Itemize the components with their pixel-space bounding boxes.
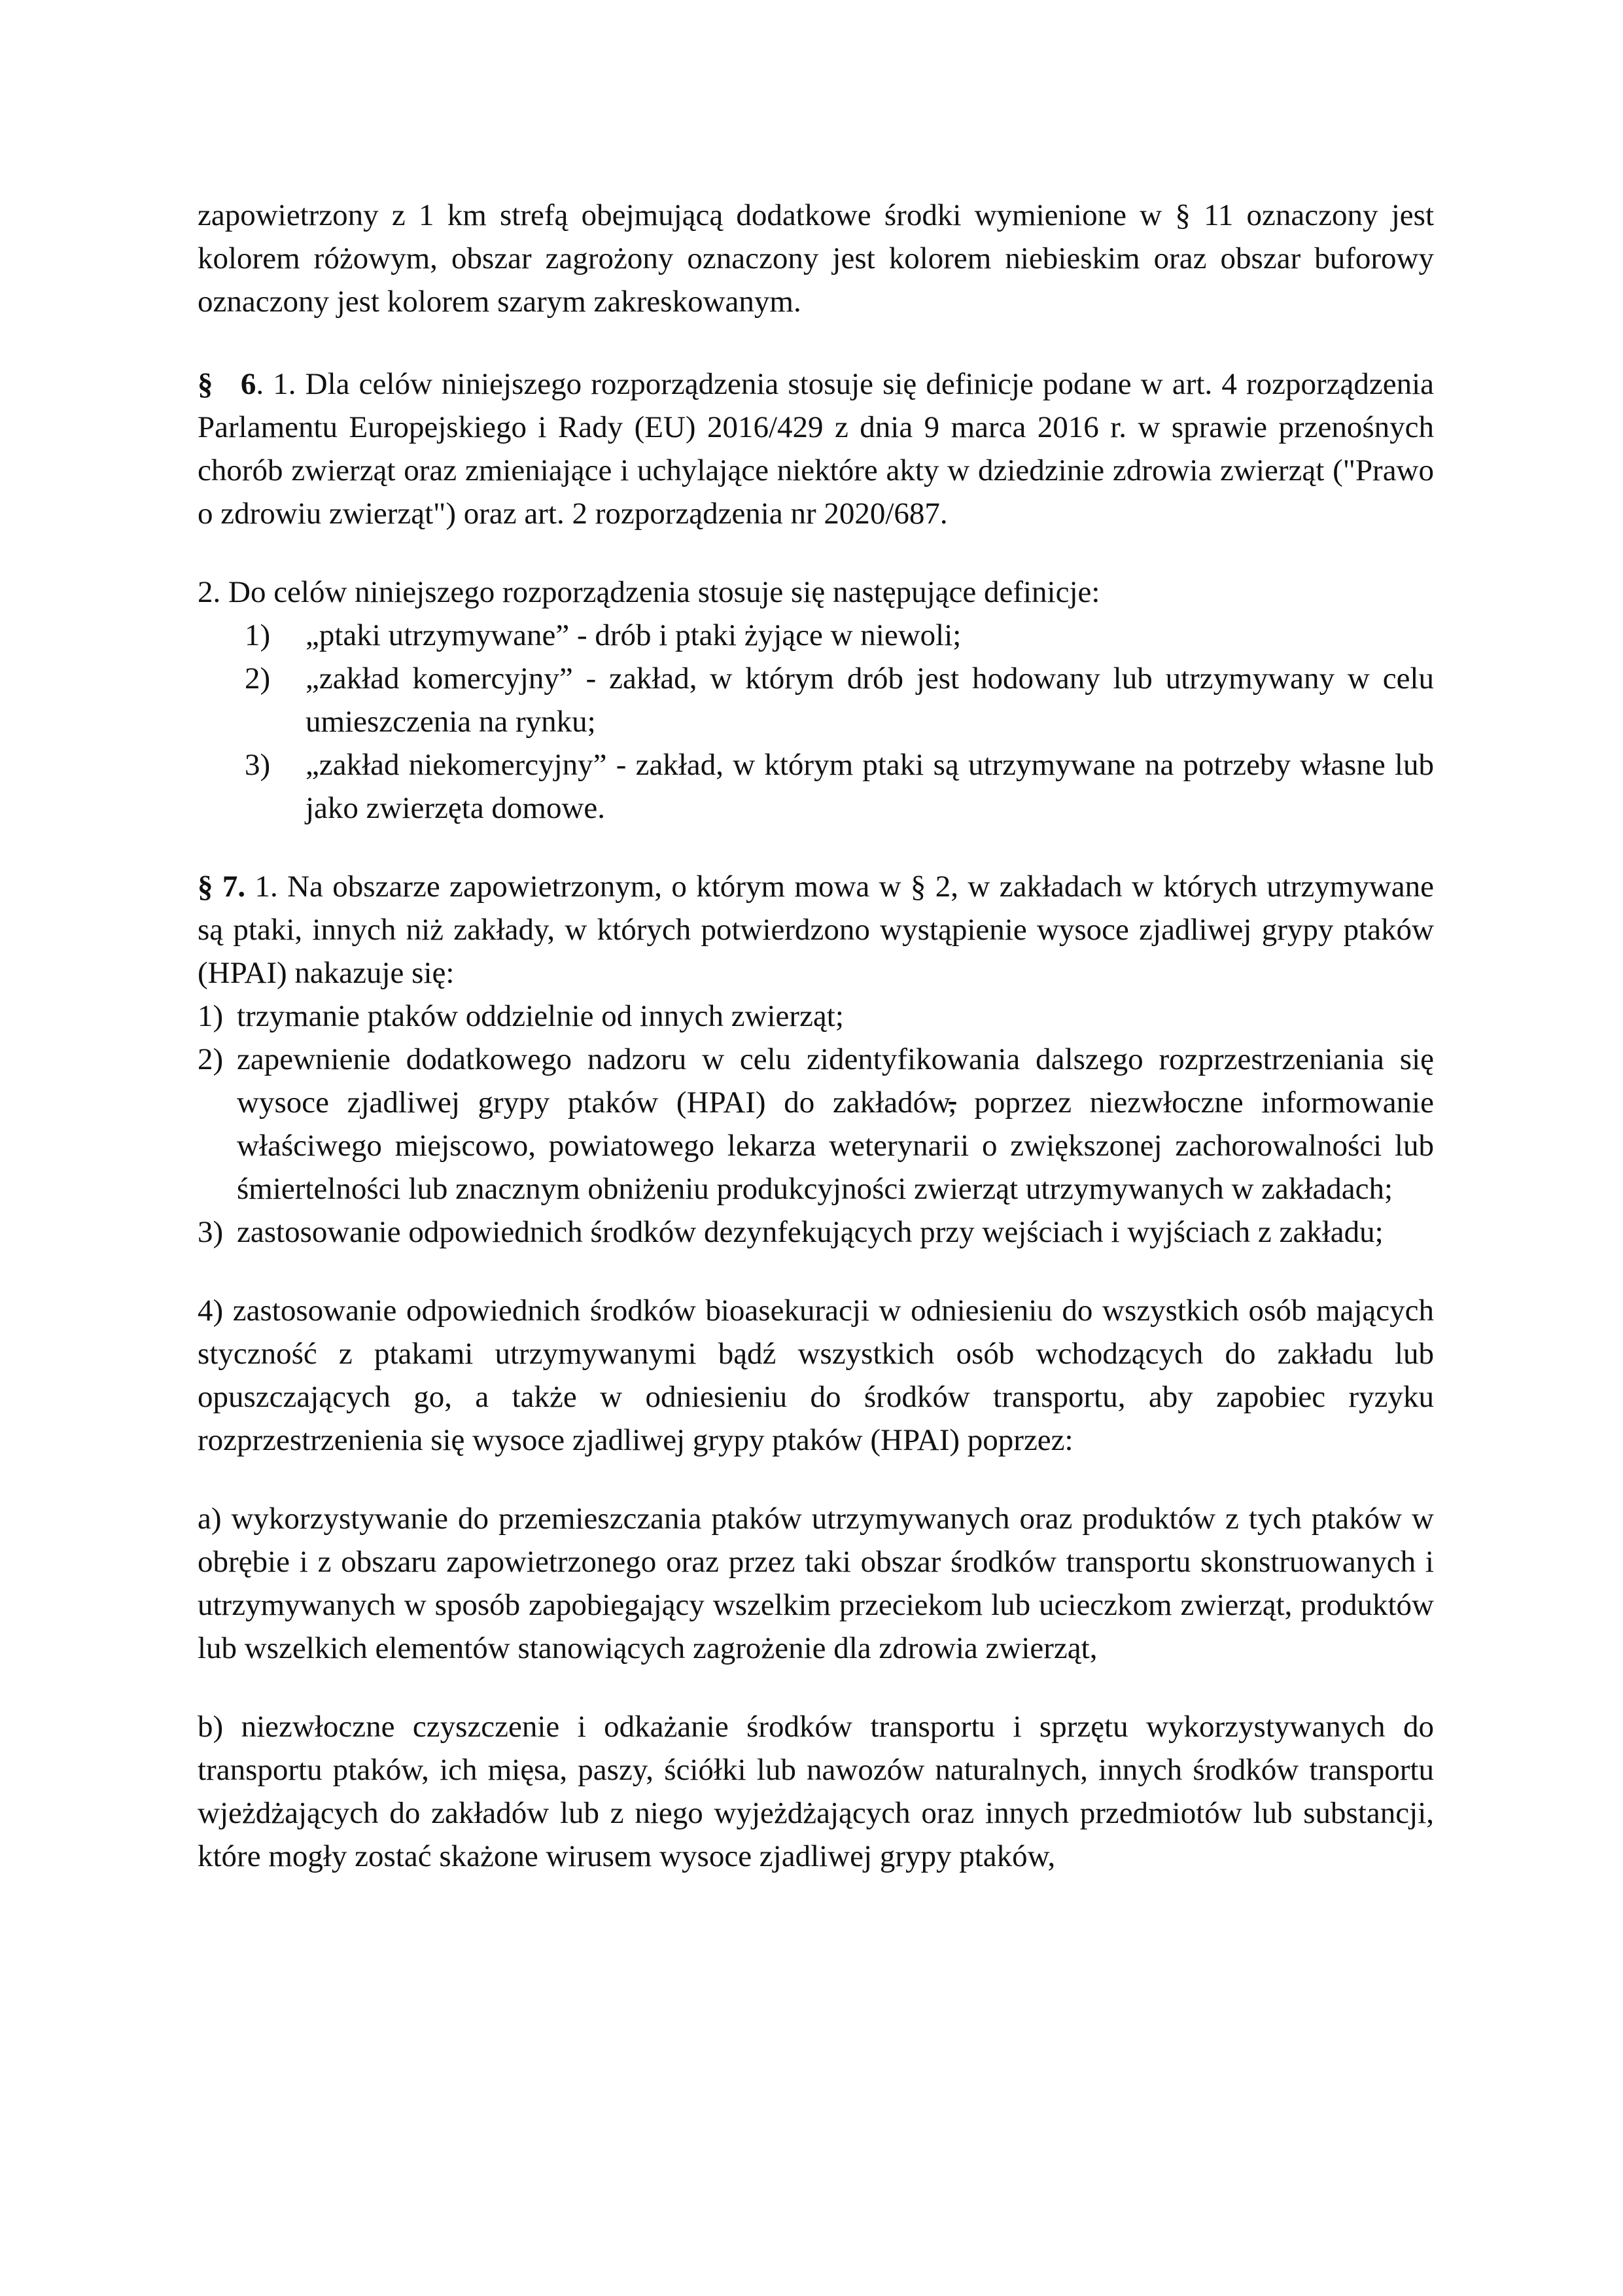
section-6-text: . 1. Dla celów niniejszego rozporządzenia stosuje się definicje podane w art. 4 rozporządzenia Parlamentu Europejskiego i Rady (EU) 2016/429 z dnia 9 marca 2016 r. w sprawie przenośnych chorób zwierząt oraz zmieniające i uchylające niektóre akty w dziedzinie zdrowia zwierząt ("Prawo o zdrowiu zwierząt") oraz art. 2 rozporządzenia nr 2020/687. <box>198 367 1434 531</box>
obligation-text-continued: poprzez niezwłoczne informowanie właściwego miejscowo, powiatowego lekarza weterynarii o zwiększonej zachorowalności lub śmiertelności lub znacznym obniżeniu produkcyjności zwierząt utrzymywanych w zakładach; <box>237 1086 1434 1206</box>
section-6-paragraph-1 <box>198 362 1434 535</box>
struck-comma: , <box>948 1086 956 1120</box>
list-number: 2) <box>245 662 271 696</box>
obligation-text: trzymanie ptaków oddzielnie od innych zwierząt; <box>237 999 844 1033</box>
section-7-text: 1. Na obszarze zapowietrzonym, o którym mowa w § 2, w zakładach w których utrzymywane są ptaki, innych niż zakłady, w których potwierdzono wystąpienie wysoce zjadliwej grypy ptaków (HPAI) nakazuje się: <box>198 870 1435 990</box>
obligation-item <box>198 1210 1434 1254</box>
definition-item <box>198 743 1434 830</box>
definition-item <box>198 657 1434 743</box>
subpoint-a: a) wykorzystywanie do przemieszczania ptaków utrzymywanych oraz produktów z tych ptaków w obrębie i z obszaru zapowietrzonego oraz przez taki obszar środków transportu skonstruowanych i utrzymywanych w sposób zapobiegający wszelkim przeciekom lub ucieczkom zwierząt, produktów lub wszelkich elementów stanowiących zagrożenie dla zdrowia zwierząt, <box>198 1502 1434 1665</box>
section-number: 7. <box>222 870 246 904</box>
definition-text: „ptaki utrzymywane” - drób i ptaki żyjące w niewoli; <box>305 618 962 652</box>
obligations-list <box>198 995 1434 1254</box>
obligation-text: zastosowanie odpowiednich środków dezynfekujących przy wejściach i wyjściach z zakładu; <box>237 1215 1384 1249</box>
intro-paragraph: zapowietrzony z 1 km strefą obejmującą dodatkowe środki wymienione w § 11 oznaczony jest kolorem różowym, obszar zagrożony oznaczony jest kolorem niebieskim oraz obszar buforowy oznaczony jest kolorem szarym zakreskowanym. <box>198 198 1434 319</box>
section-number: 6 <box>240 367 256 401</box>
definitions-list <box>198 614 1434 830</box>
section-6-paragraph-2: 2. Do celów niniejszego rozporządzenia stosuje się następujące definicje: <box>198 575 1100 609</box>
section-sign: § <box>198 367 213 401</box>
obligation-item-4: 4) zastosowanie odpowiednich środków bioasekuracji w odniesieniu do wszystkich osób mających styczność z ptakami utrzymywanymi bądź wszystkich osób wchodzących do zakładu lub opuszczających go, a także w odniesieniu do środków transportu, aby zapobiec ryzyku rozprzestrzenienia się wysoce zjadliwej grypy ptaków (HPAI) poprzez: <box>198 1294 1434 1457</box>
obligation-text: zapewnienie dodatkowego nadzoru w celu zidentyfikowania dalszego rozprzestrzeniania się wysoce zjadliwej grypy ptaków (HPAI) do zakładów <box>237 1042 1434 1120</box>
document-page <box>198 194 1434 1878</box>
definition-item <box>198 614 1434 657</box>
section-7-paragraph-1 <box>198 865 1434 995</box>
subpoint-b: b) niezwłoczne czyszczenie i odkażanie środków transportu i sprzętu wykorzystywanych do transportu ptaków, ich mięsa, paszy, ściółki lub nawozów naturalnych, innych środków transportu wjeżdżających do zakładów lub z niego wyjeżdżających oraz innych przedmiotów lub substancji, które mogły zostać skażone wirusem wysoce zjadliwej grypy ptaków, <box>198 1710 1434 1873</box>
definition-text: „zakład niekomercyjny” - zakład, w którym ptaki są utrzymywane na potrzeby własne lub jako zwierzęta domowe. <box>305 748 1434 825</box>
obligation-item <box>198 995 1434 1038</box>
list-number: 2) <box>198 1042 224 1076</box>
list-number: 3) <box>245 748 271 782</box>
list-number: 1) <box>245 618 271 652</box>
obligation-item <box>198 1038 1434 1210</box>
list-number: 3) <box>198 1215 224 1249</box>
section-sign: § <box>198 870 213 904</box>
list-number: 1) <box>198 999 224 1033</box>
definition-text: „zakład komercyjny” - zakład, w którym drób jest hodowany lub utrzymywany w celu umieszczenia na rynku; <box>305 662 1434 739</box>
